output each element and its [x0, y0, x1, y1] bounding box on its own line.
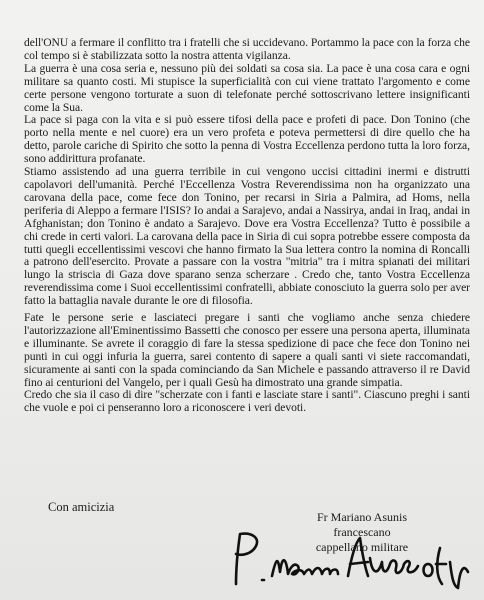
paragraph-scherzate: Credo che sia il caso di dire "scherzate con i fanti e lasciate stare i santi". Ciascuno preghi i santi che vuole e poi ci penseranno loro a riconoscere i veri devoti. — [24, 388, 470, 415]
signatory-order: francescano — [333, 525, 391, 539]
closing-salutation: Con amicizia — [48, 500, 115, 514]
signatory-name: Fr Mariano Asunis — [317, 510, 407, 524]
signatory-role: cappellano militare — [315, 540, 409, 554]
paragraph-pace-si-paga: La pace si paga con la vita e si può essere tifosi della pace e profeti di pace. Don Tonino (che porto nella mente e nel cuore) era un vero profeta e poteva permettersi di dire quello che ha detto, parole cariche di Spirito che sotto la penna di Vostra Eccellenza perdono tutta la loro forza, sono addirittura profanate. — [24, 113, 470, 166]
paragraph-guerra-seria: La guerra è una cosa seria e, nessuno più dei soldati sa cosa sia. La pace è una cosa cara e ogni militare sa quanto costi. Mi stupisce la superficialità con cui viene trattato l'argomento e come certe persone vengono torturate a suon di telefonate perché sottoscrivano lettere insignificanti come la Sua. — [24, 61, 470, 114]
paragraph-persone-serie: Fate le persone serie e lasciateci pregare i santi che vogliamo anche senza chiedere l'autorizzazione all'Eminentissimo Bassetti che conosco per essere una persona aperta, illuminata e illuminante. Se avrete il coraggio di fare la stessa spedizione di pace che fece don Tonino nei punti in cui oggi infuria la guerra, sarei contento di sapere a quali santi vi siete raccomandati, sicuramente ai santi con la spada cominciando da San Michele e passando attraverso il re David fino ai centurioni del Vangelo, per i quali Gesù ha dimostrato una grande simpatia. — [24, 311, 470, 389]
paragraph-onu: dell'ONU a fermare il conflitto tra i fratelli che si uccidevano. Portammo la pace con la forza che col tempo si è stabilizzata sotto la nostra attenta vigilanza. — [24, 36, 470, 62]
handwritten-signature — [222, 528, 477, 590]
paragraph-guerra-terribile: Stiamo assistendo ad una guerra terribile in cui vengono uccisi cittadini inermi e distrutti capolavori dell'umanità. Perché l'Eccellenza Vostra Reverendissima non ha organizzato una carovana della pace, come fece don Tonino, per recarsi in Siria a Palmira, ad Homs, nella periferia di Aleppo a fermare l'ISIS? Io andai a Sarajevo, andai a Nassirya, andai in Iraq, andai in Afghanistan; don Tonino è andato a Sarajevo. Dove era Vostra Eccellenza? Tutto è possibile a chi crede in certi valori. La carovana della pace in Siria di cui sopra potrebbe essere composta da tutti quegli eccellentissimi vescovi che hanno firmato la Sua lettera contro la nomina di Roncalli a patrono dell'esercito. Provate a passare con la vostra "mitria" tra i mitra spianati dei militari lungo la striscia di Gaza dove sparano senza scherzare . Credo che, tanto Vostra Eccellenza reverendissima come i Suoi eccellentissimi confratelli, abbiate conosciuto la guerra solo per aver fatto la battaglia navale durante le ore di filosofia. — [24, 165, 470, 308]
letter-body — [24, 37, 470, 415]
